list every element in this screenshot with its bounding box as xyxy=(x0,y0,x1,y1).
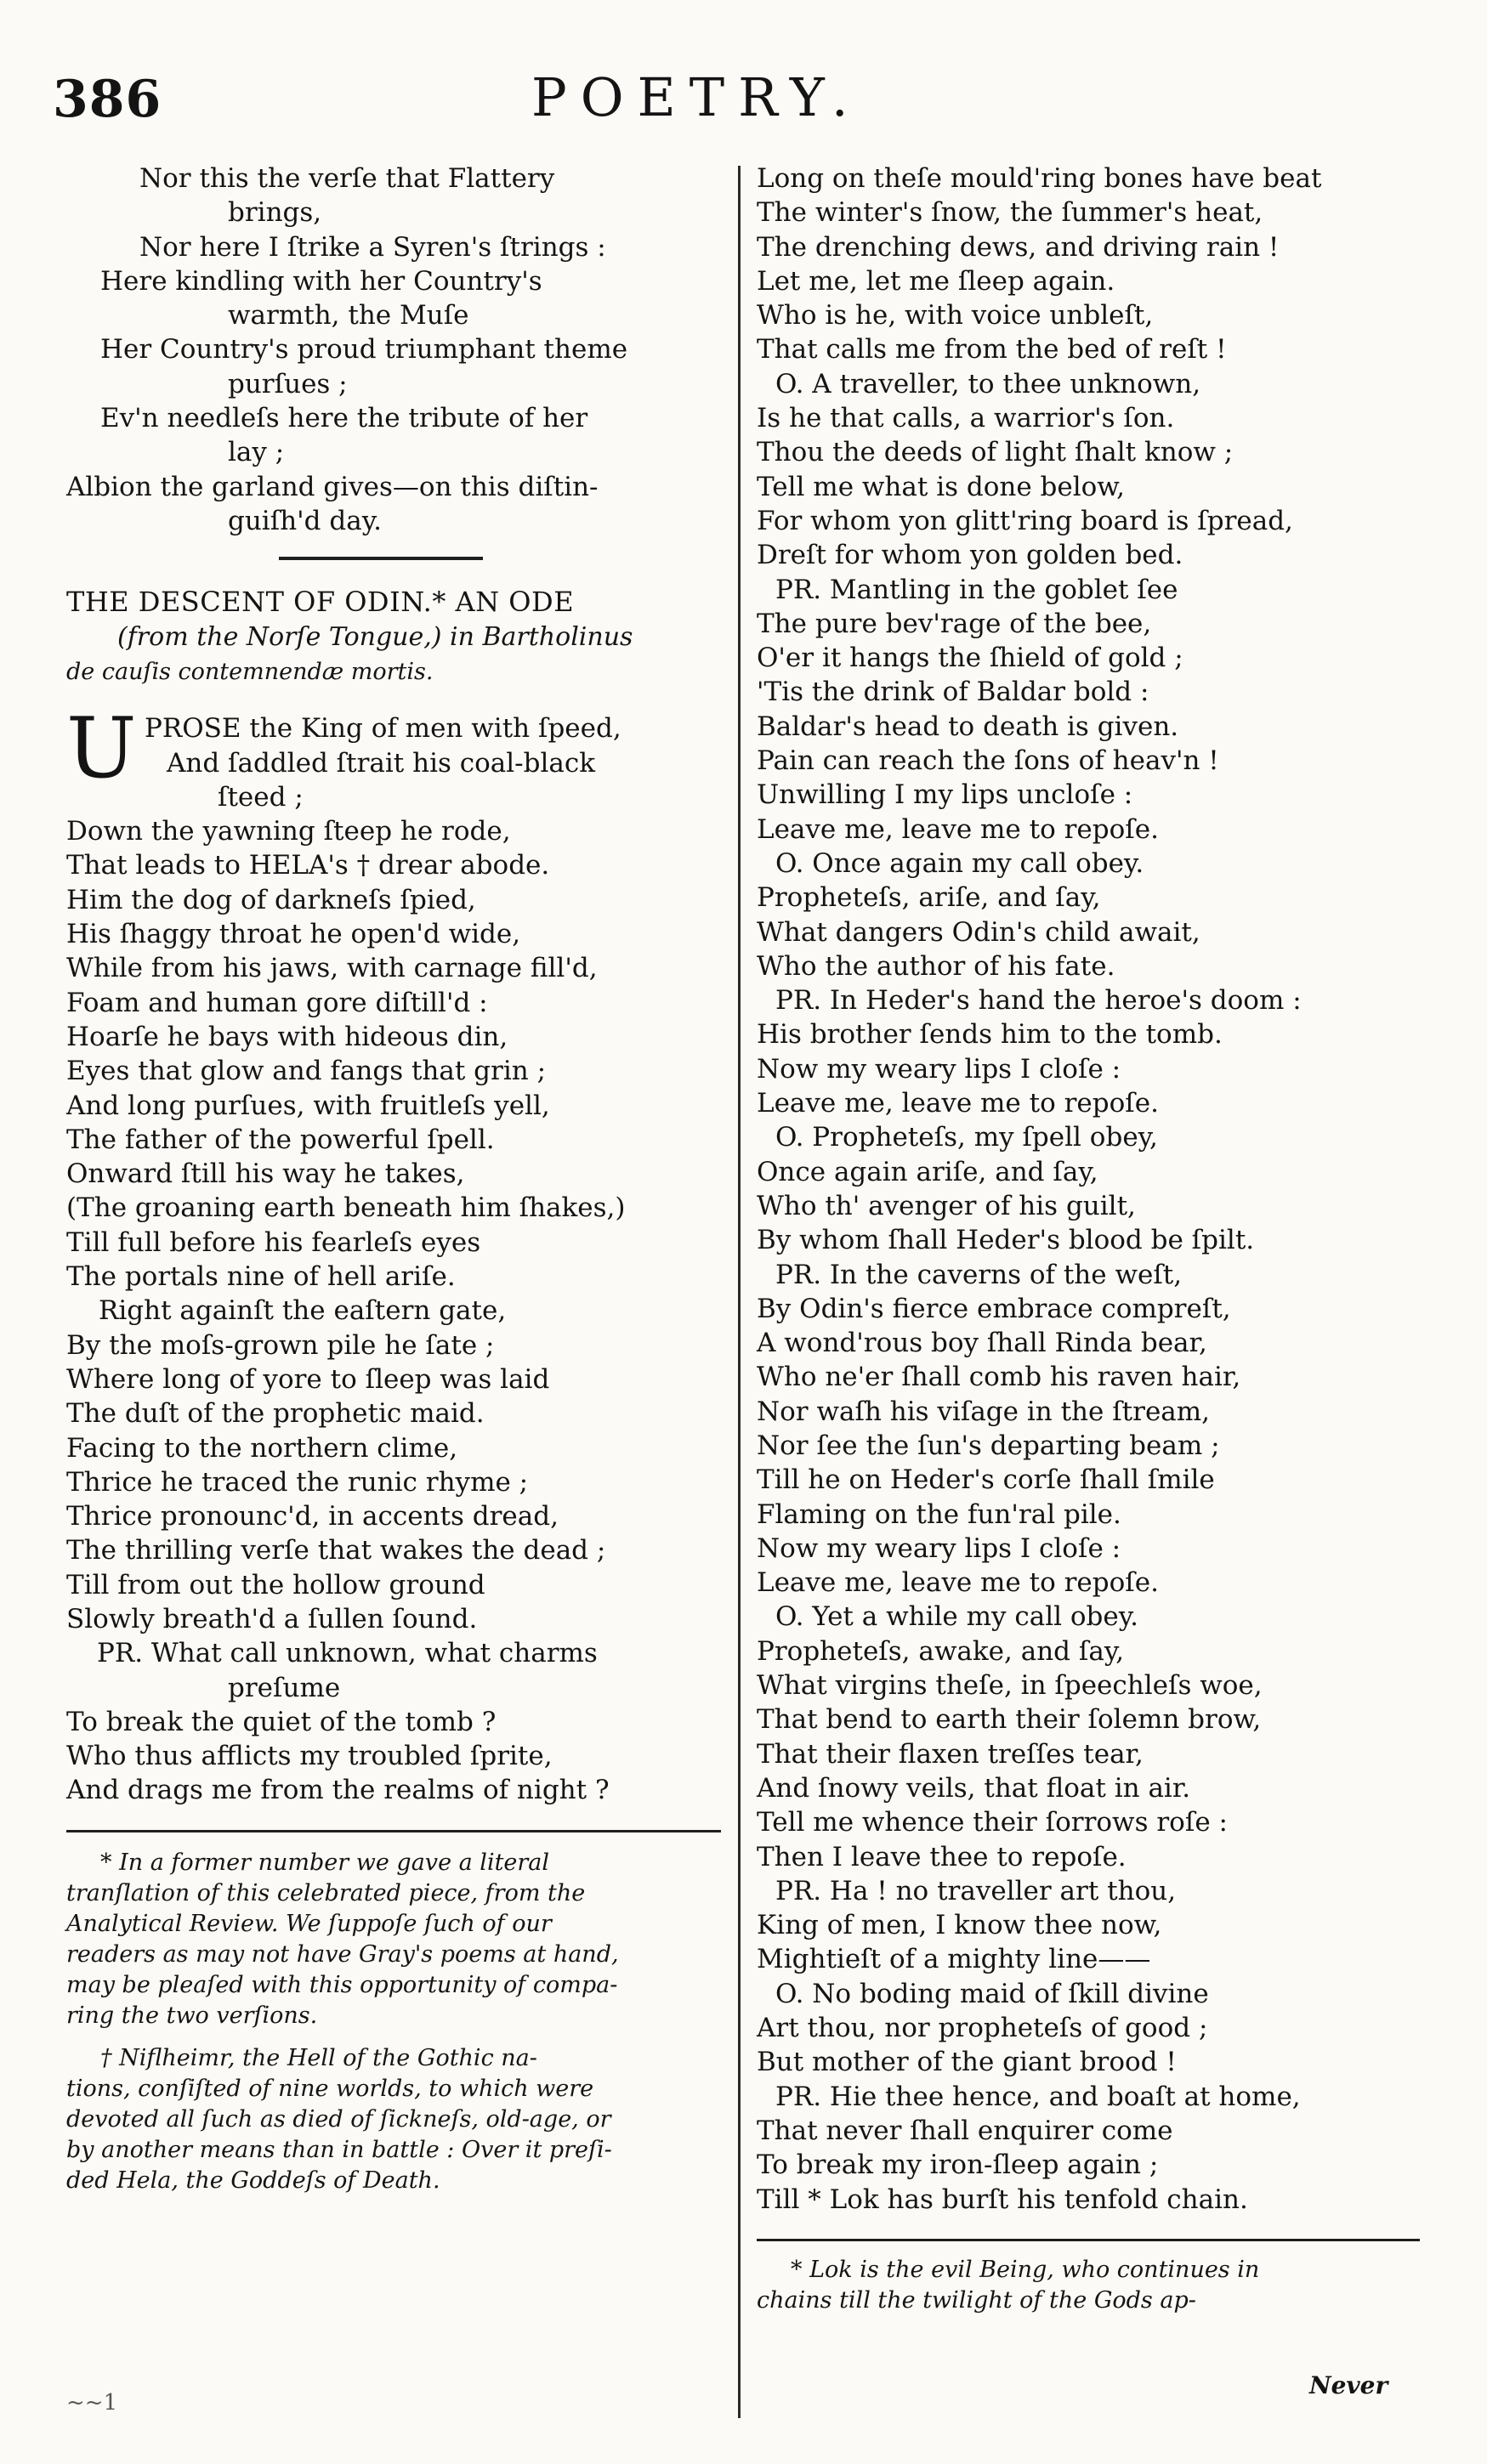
verse-line: PR. Ha ! no traveller art thou, xyxy=(775,1875,1177,1906)
verse-line: Down the yawning ſteep he rode, xyxy=(66,816,511,847)
verse-line: His brother ſends him to the tomb. xyxy=(757,1019,1223,1051)
verse-line: Till from out the hollow ground xyxy=(66,1569,485,1600)
verse-line: For whom yon glitt'ring board is ſpread, xyxy=(757,505,1293,536)
verse-line: Slowly breath'd a ſullen ſound. xyxy=(66,1603,478,1634)
verse-line: PR. In Heder's hand the heroe's doom : xyxy=(775,985,1302,1017)
footnote-line: * Lok is the evil Being, who continues in xyxy=(791,2256,1260,2283)
verse-line: Ev'n needleſs here the tribute of her xyxy=(100,403,588,434)
verse-line: To break my iron-ſleep again ; xyxy=(757,2150,1159,2181)
verse-line: Eyes that glow and fangs that grin ; xyxy=(66,1056,547,1087)
verse-line: Art thou, nor propheteſs of good ; xyxy=(757,2013,1208,2044)
footnote-line: devoted all ſuch as died of ſickneſs, old-age, or xyxy=(66,2105,611,2133)
drop-cap: U xyxy=(66,700,137,798)
verse-line: PR. In the caverns of the weſt, xyxy=(775,1259,1183,1290)
footnote-line: may be pleaſed with this opportunity of compa- xyxy=(66,1971,618,1998)
verse-line: Leave me, leave me to repoſe. xyxy=(757,1088,1159,1119)
verse-line: The portals nine of hell ariſe. xyxy=(66,1261,456,1293)
verse-line: O. Yet a while my call obey. xyxy=(775,1601,1138,1633)
verse-line: The father of the powerful ſpell. xyxy=(66,1124,495,1155)
verse-line: ſteed ; xyxy=(218,781,304,813)
verse-line: PR. Mantling in the goblet ſee xyxy=(775,574,1178,605)
verse-line: Thrice he traced the runic rhyme ; xyxy=(66,1466,529,1498)
verse-line: What virgins theſe, in ſpeechleſs woe, xyxy=(757,1670,1263,1702)
verse-line: Where long of yore to ſleep was laid xyxy=(66,1363,550,1395)
verse-line: Who the author of his fate. xyxy=(757,950,1115,982)
verse-line: Foam and human gore diſtill'd : xyxy=(66,987,488,1018)
footnote-line: * In a former number we gave a literal xyxy=(100,1849,550,1876)
ode-title: THE DESCENT OF ODIN.* AN ODE xyxy=(66,586,575,619)
verse-line: Tell me what is done below, xyxy=(757,471,1126,502)
footnote-rule xyxy=(66,1830,721,1832)
verse-line: guiſh'd day. xyxy=(228,505,382,536)
verse-line: Propheteſs, awake, and ſay, xyxy=(757,1635,1125,1667)
verse-line: Facing to the northern clime, xyxy=(66,1432,458,1464)
verse-line: Nor waſh his viſage in the ſtream, xyxy=(757,1396,1211,1427)
verse-line: PR. Hie thee hence, and boaſt at home, xyxy=(775,2081,1301,2112)
verse-line: Nor this the verſe that Flattery xyxy=(139,163,555,194)
verse-line: Pain can reach the ſons of heav'n ! xyxy=(757,745,1219,777)
verse-line: Long on theſe mould'ring bones have beat xyxy=(757,163,1322,194)
verse-line: O. A traveller, to thee unknown, xyxy=(775,368,1201,399)
poem-body-right xyxy=(757,161,1437,2217)
footnote-line: tranſlation of this celebrated piece, from the xyxy=(66,1879,586,1906)
verse-line: Let me, let me ſleep again. xyxy=(757,265,1115,297)
verse-line: By whom ſhall Heder's blood be ſpilt. xyxy=(757,1225,1255,1256)
verse-line: Once again ariſe, and ſay, xyxy=(757,1156,1098,1187)
verse-line: Right againſt the eaſtern gate, xyxy=(99,1295,507,1327)
verse-line: That bend to earth their ſolemn brow, xyxy=(757,1704,1262,1736)
verse-line: warmth, the Muſe xyxy=(228,300,469,331)
verse-line: Him the dog of darkneſs ſpied, xyxy=(66,884,476,915)
verse-line: Till he on Heder's corſe ſhall ſmile xyxy=(757,1464,1215,1496)
verse-line: Now my weary lips I cloſe : xyxy=(757,1532,1121,1564)
verse-line: That calls me from the bed of reſt ! xyxy=(757,334,1227,365)
verse-line: Flaming on the fun'ral pile. xyxy=(757,1498,1121,1530)
verse-line: King of men, I know thee now, xyxy=(757,1910,1162,1941)
verse-line: Who thus afflicts my troubled ſprite, xyxy=(66,1741,553,1772)
verse-line: Albion the garland gives—on this diſtin- xyxy=(66,471,599,502)
footnote-line: ring the two verſions. xyxy=(66,2002,318,2029)
verse-line: Baldar's head to death is given. xyxy=(757,711,1179,742)
intro-verse xyxy=(66,161,729,538)
verse-line: That never ſhall enquirer come xyxy=(757,2115,1173,2146)
verse-line: And long purſues, with fruitleſs yell, xyxy=(66,1090,550,1121)
verse-line: Who ne'er ſhall comb his raven hair, xyxy=(757,1362,1241,1393)
catchword: Never xyxy=(1309,2371,1388,2399)
page-number: 386 xyxy=(53,70,162,129)
verse-line: O. Propheteſs, my ſpell obey, xyxy=(775,1122,1158,1153)
verse-line: Hoarſe he bays with hideous din, xyxy=(66,1021,508,1052)
verse-line: The winter's ſnow, the ſummer's heat, xyxy=(757,197,1263,229)
verse-line: Propheteſs, ariſe, and ſay, xyxy=(757,882,1101,914)
verse-line: Who is he, with voice unbleſt, xyxy=(757,300,1154,331)
left-column xyxy=(66,161,729,2196)
footnotes-right xyxy=(757,2255,1437,2316)
verse-line: And drags me from the realms of night ? xyxy=(66,1775,610,1806)
verse-line: By the moſs-grown pile he ſate ; xyxy=(66,1329,495,1361)
verse-line: That their flaxen treſſes tear, xyxy=(757,1738,1144,1770)
verse-line: O'er it hangs the ſhield of gold ; xyxy=(757,643,1183,674)
ode-subtitle: (from the Norſe Tongue,) in Bartholinus xyxy=(117,622,633,653)
verse-line: Tell me whence their ſorrows roſe : xyxy=(757,1807,1228,1838)
verse-line: O. No boding maid of ſkill divine xyxy=(775,1978,1209,2009)
verse-line: Leave me, leave me to repoſe. xyxy=(757,813,1159,845)
verse-line: But mother of the giant brood ! xyxy=(757,2047,1177,2078)
verse-line: Then I leave thee to repoſe. xyxy=(757,1841,1127,1872)
ode-subtitle-latin: de cauſis contemnendæ mortis. xyxy=(66,659,434,686)
verse-line: purſues ; xyxy=(228,368,348,399)
verse-line: Thou the deeds of light ſhalt know ; xyxy=(757,437,1234,468)
verse-line: The thrilling verſe that wakes the dead ; xyxy=(66,1535,606,1566)
section-ornament xyxy=(279,557,483,560)
verse-line: The drenching dews, and driving rain ! xyxy=(757,231,1280,263)
poem-body-left xyxy=(66,814,729,1808)
verse-line: Mightieſt of a mighty line—— xyxy=(757,1944,1151,1975)
verse-line: What dangers Odin's child await, xyxy=(757,916,1200,948)
ink-smudge-mark: ~~1 xyxy=(66,2390,118,2416)
footnote-line: Analytical Review. We ſuppoſe ſuch of our xyxy=(66,1910,552,1937)
verse-line: Thrice pronounc'd, in accents dread, xyxy=(66,1501,559,1532)
verse-line: 'Tis the drink of Baldar bold : xyxy=(757,677,1149,708)
running-title: POETRY. xyxy=(531,66,862,128)
verse-line: And ſaddled ſtrait his coal-black xyxy=(167,747,596,779)
verse-line: lay ; xyxy=(228,437,285,468)
verse-line: The pure bev'rage of the bee, xyxy=(757,608,1152,639)
verse-line: PROSE the King of men with ſpeed, xyxy=(145,713,621,745)
verse-line: preſume xyxy=(228,1672,341,1703)
footnote-line: readers as may not have Gray's poems at hand, xyxy=(66,1940,619,1968)
verse-line: Who th' avenger of his guilt, xyxy=(757,1190,1136,1221)
column-rule xyxy=(738,166,741,2418)
verse-line: (The groaning earth beneath him ſhakes,) xyxy=(66,1192,626,1224)
verse-line: O. Once again my call obey. xyxy=(775,847,1144,879)
verse-line: PR. What call unknown, what charms xyxy=(97,1638,598,1669)
verse-line: The duſt of the prophetic maid. xyxy=(66,1398,485,1430)
verse-line: Here kindling with her Country's xyxy=(100,265,542,297)
verse-line: Is he that calls, a warrior's ſon. xyxy=(757,403,1175,434)
verse-line: While from his jaws, with carnage fill'd, xyxy=(66,953,598,984)
verse-line: His ſhaggy throat he open'd wide, xyxy=(66,919,521,950)
verse-line: A wond'rous boy ſhall Rinda bear, xyxy=(757,1328,1207,1359)
verse-line: brings, xyxy=(228,197,322,229)
footnote-line: † Niflheimr, the Hell of the Gothic na- xyxy=(100,2044,537,2071)
verse-line: Till full before his fearleſs eyes xyxy=(66,1226,481,1258)
footnote-line: by another means than in battle : Over it preſi- xyxy=(66,2136,612,2163)
verse-line: Leave me, leave me to repoſe. xyxy=(757,1567,1159,1599)
verse-line: Unwilling I my lips uncloſe : xyxy=(757,779,1133,811)
verse-line: Now my weary lips I cloſe : xyxy=(757,1053,1121,1085)
verse-line: Dreſt for whom yon golden bed. xyxy=(757,540,1183,571)
verse-line: Her Country's proud triumphant theme xyxy=(100,334,628,365)
verse-line: By Odin's fierce embrace compreſt, xyxy=(757,1293,1231,1324)
verse-line: Onward ſtill his way he takes, xyxy=(66,1158,465,1190)
footnote-line: chains till the twilight of the Gods ap- xyxy=(757,2286,1196,2314)
footnote-rule xyxy=(757,2239,1420,2241)
verse-line: And ſnowy veils, that float in air. xyxy=(757,1772,1191,1804)
footnote-line: ded Hela, the Goddeſs of Death. xyxy=(66,2167,440,2194)
verse-line: To break the quiet of the tomb ? xyxy=(66,1706,497,1737)
footnotes-left xyxy=(66,1848,729,2196)
poem-opening xyxy=(66,700,729,814)
verse-line: Nor ſee the ſun's departing beam ; xyxy=(757,1430,1220,1461)
verse-line: Till * Lok has burſt his tenfold chain. xyxy=(757,2184,1248,2215)
verse-line: Nor here I ſtrike a Syren's ſtrings : xyxy=(139,231,606,263)
verse-line: That leads to HELA's † drear abode. xyxy=(66,850,550,881)
right-column xyxy=(757,161,1437,2316)
footnote-line: tions, conſiſted of nine worlds, to which were xyxy=(66,2075,594,2102)
